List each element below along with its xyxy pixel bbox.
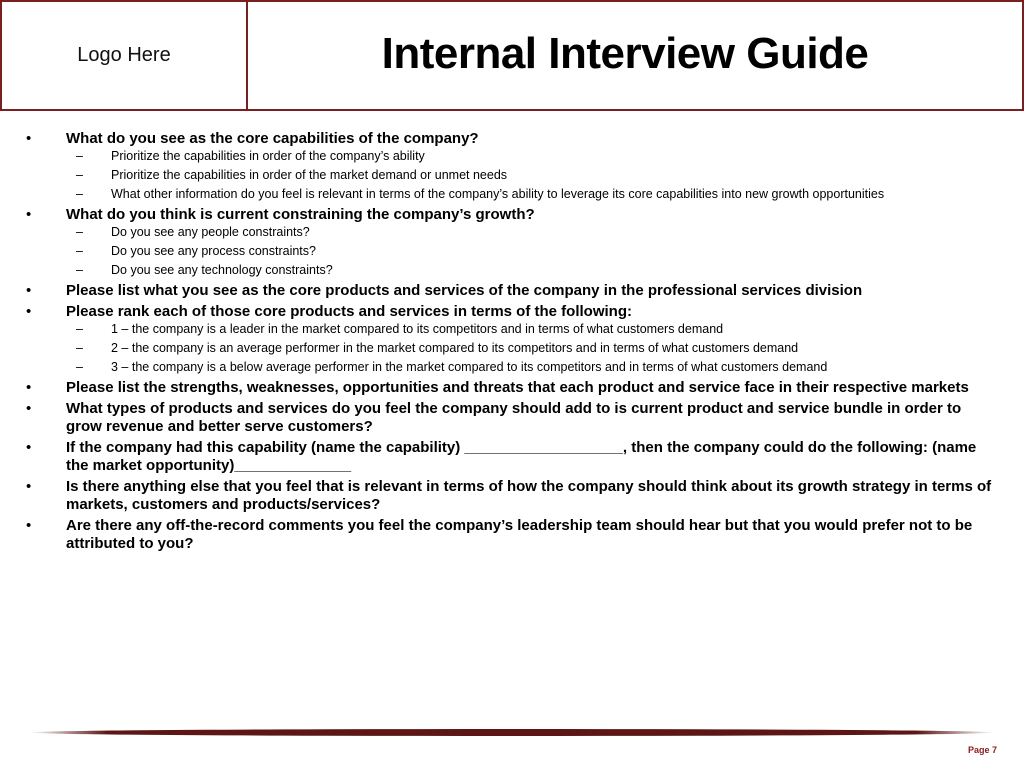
- bullet-icon: •: [26, 439, 32, 456]
- question-text: Please list the strengths, weaknesses, opportunities and threats that each product and service face in their respective markets: [66, 379, 969, 396]
- bullet-icon: •: [26, 379, 32, 396]
- dash-icon: –: [76, 322, 83, 336]
- sub-question-list: [66, 225, 1001, 278]
- bullet-icon: •: [26, 282, 32, 299]
- sub-question-text: What other information do you feel is relevant in terms of the company’s ability to leverage its core capabilities into new growth opportunities: [111, 187, 885, 201]
- bullet-icon: •: [26, 130, 32, 147]
- bullet-icon: •: [26, 206, 32, 223]
- dash-icon: –: [76, 244, 83, 258]
- question-item: [26, 379, 1001, 397]
- sub-question-text: Do you see any process constraints?: [111, 244, 316, 258]
- dash-icon: –: [76, 225, 83, 239]
- footer-divider: [30, 729, 994, 736]
- sub-question-list: [66, 149, 1001, 202]
- question-bullets: [26, 130, 1001, 553]
- sub-question-text: 2 – the company is an average performer in the market compared to its competitors and in terms of what customers demand: [111, 341, 799, 355]
- dash-icon: –: [76, 341, 83, 355]
- sub-question-item: [66, 322, 1001, 337]
- sub-question-item: [66, 244, 1001, 259]
- question-text: What do you think is current constraining the company’s growth?: [66, 206, 535, 223]
- page-title: Internal Interview Guide: [381, 28, 869, 78]
- question-item: [26, 439, 1001, 475]
- dash-icon: –: [76, 263, 83, 277]
- question-text: Is there anything else that you feel that is relevant in terms of how the company should think about its growth strategy in terms of markets, customers and products/services?: [66, 478, 992, 513]
- sub-question-text: Do you see any technology constraints?: [111, 263, 333, 277]
- question-text: What do you see as the core capabilities of the company?: [66, 130, 479, 147]
- page-number: Page 7: [967, 745, 997, 755]
- logo-placeholder: Logo Here: [2, 2, 248, 109]
- sub-question-item: [66, 187, 1001, 202]
- sub-question-text: Do you see any people constraints?: [111, 225, 310, 239]
- sub-question-item: [66, 341, 1001, 356]
- bullet-icon: •: [26, 400, 32, 417]
- question-text: Please rank each of those core products and services in terms of the following:: [66, 303, 632, 320]
- bullet-icon: •: [26, 478, 32, 495]
- bullet-icon: •: [26, 517, 32, 534]
- question-text: Are there any off-the-record comments you feel the company’s leadership team should hear but that you would prefer not to be attributed to you?: [66, 517, 973, 552]
- question-text: What types of products and services do you feel the company should add to is current product and service bundle in order to grow revenue and better serve customers?: [66, 400, 962, 435]
- question-item: [26, 282, 1001, 300]
- question-item: [26, 130, 1001, 202]
- question-text: If the company had this capability (name the capability) ___________________, then the company could do the following: (name the market opportunity)______________: [66, 439, 977, 474]
- sub-question-item: [66, 360, 1001, 375]
- sub-question-item: [66, 225, 1001, 240]
- sub-question-text: 1 – the company is a leader in the market compared to its competitors and in terms of what customers demand: [111, 322, 724, 336]
- header-bar: [0, 0, 1024, 111]
- dash-icon: –: [76, 168, 83, 182]
- sub-question-item: [66, 149, 1001, 164]
- dash-icon: –: [76, 187, 83, 201]
- sub-question-text: Prioritize the capabilities in order of the market demand or unmet needs: [111, 168, 508, 182]
- question-list: [26, 130, 1001, 556]
- dash-icon: –: [76, 149, 83, 163]
- question-item: [26, 400, 1001, 436]
- question-item: [26, 206, 1001, 278]
- question-item: [26, 303, 1001, 375]
- question-item: [26, 478, 1001, 514]
- sub-question-list: [66, 322, 1001, 375]
- sub-question-text: 3 – the company is a below average performer in the market compared to its competitors and in terms of what customers demand: [111, 360, 828, 374]
- question-text: Please list what you see as the core products and services of the company in the professional services division: [66, 282, 863, 299]
- dash-icon: –: [76, 360, 83, 374]
- sub-question-item: [66, 168, 1001, 183]
- question-item: [26, 517, 1001, 553]
- bullet-icon: •: [26, 303, 32, 320]
- sub-question-text: Prioritize the capabilities in order of the company’s ability: [111, 149, 425, 163]
- sub-question-item: [66, 263, 1001, 278]
